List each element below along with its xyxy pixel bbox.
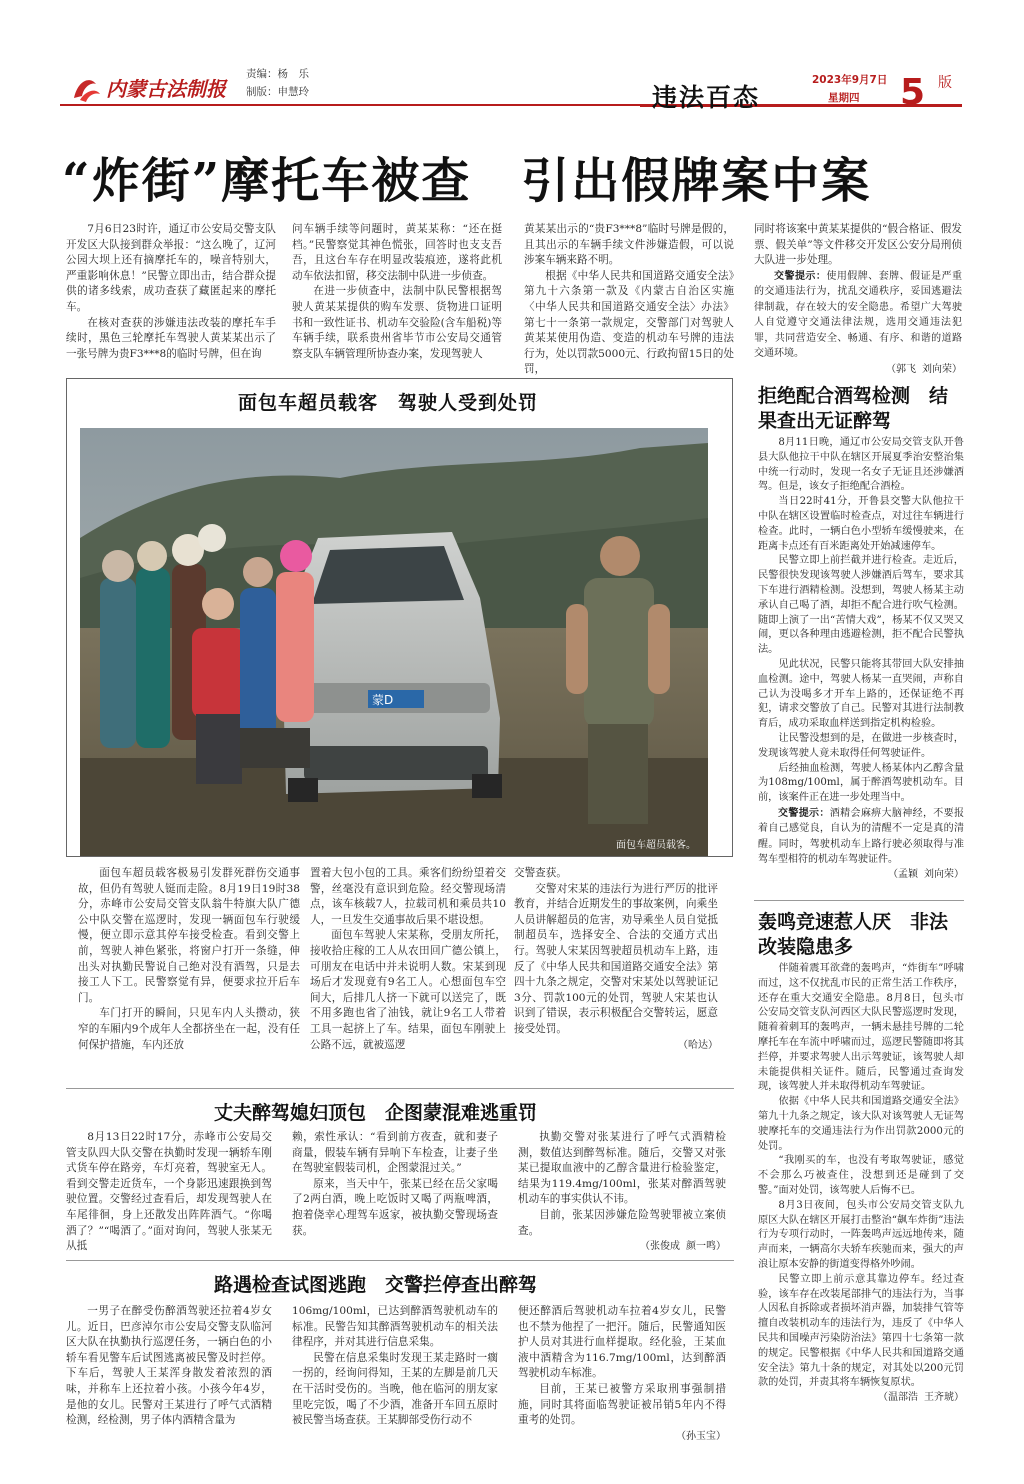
van-paragraph: 面包车驾驶人宋某称，受朋友所托，接收拾庄稼的工人从农田回广德公镇上，可朋友在电话中并未说明人数。宋某到现场后才发现竟有9名工人。心想面包车空间大，后排几人挤一下就可以送完了，既不用多跑也省了油钱，就让9名工人带着工具一起挤上了车。结果，面包车刚驶上公路不远，就被巡逻	[310, 929, 506, 1051]
drunk-tip	[758, 806, 964, 868]
van-column-3	[514, 866, 718, 1053]
producer-credit: 制版：申慧玲	[246, 86, 309, 98]
lead-paragraph: 黄某某出示的“贵F3***8”临时号牌是假的，且其出示的车辆手续文件涉嫌造假，可以说涉案车辆来路不明。	[524, 223, 734, 267]
road-story-title: 路遇检查试图逃跑 交警拦停查出醉驾	[214, 1274, 538, 1296]
husband-paragraph: 执勤交警对张某进行了呼气式酒精检测，数值达到醉驾标准。随后，交警又对张某已提取血液中的乙醇含量进行检验鉴定，结果为119.4mg/100ml，张某对醉酒驾驶机动车的事实供认不讳。	[518, 1131, 726, 1206]
husband-paragraph: 8月13日22时17分，赤峰市公安局交管支队四大队交警在执勤时发现一辆轿车刚式货车停在路旁，车灯亮着，驾驶室无人。看到交警走近货车，一个身影迅速跟换到驾驶位置。交警经过查看后，却发现驾驶人在车尾徘徊，身上还散发出阵阵酒气。“你喝酒了？”“喝酒了。”面对询问，驾驶人张某无从抵	[66, 1131, 272, 1253]
road-column-1	[66, 1304, 272, 1429]
husband-column-1	[66, 1130, 272, 1255]
lead-paragraph: 在进一步侦查中，法制中队民警根据驾驶人黄某某提供的购车发票、货物进口证明书和一致性证书、机动车交验险(含车船税)等车辆手续，联系贵州省毕节市公安局交通管察支队车辆管理所协查办案，发现驾驶人	[292, 285, 502, 360]
road-paragraph: 一男子在醉受伤醉酒驾驶还拉着4岁女儿。近日，巴彦淖尔市公安局交警支队临河区大队在执勤执行巡逻任务，一辆白色的小轿车看见警车后试图逃离被民警及时拦停。下车后，驾驶人王某浑身散发着浓烈的酒味，并称车上还拉着小孩。小孩今年4岁，是他的女儿。民警对王某进行了呼气式酒精检测，经检测，男子体内酒精含量为	[66, 1305, 272, 1427]
roar-story-body	[758, 962, 964, 1406]
van-story-title: 面包车超员载客 驾驶人受到处罚	[238, 392, 539, 414]
roar-paragraph: 民警立即上前示意其靠边停车。经过查验，该车存在改装尾部排气的违法行为，当事人因私自拆除或者损坏消声器，加装排气管等擅自改装机动车的违法行为，违反了《中华人民共和国噪声污染防治法》第四十七条第一款的规定。民警根据《中华人民共和国道路交通安全法》第九十条的规定，对其处以200元罚款的处罚，并责其将车辆恢复原状。	[758, 1273, 964, 1389]
story-divider	[66, 1088, 734, 1089]
roar-paragraph: 8月3日夜间，包头市公安局交管支队九原区大队在辖区开展打击整治“飙车炸街”违法行为专项行动时，一阵轰鸣声远远地传来，随声而来，一辆高尔夫轿车疾驰而来，强大的声浪让原本安静的街道变得格外吵闹。	[758, 1199, 964, 1270]
husband-paragraph: 原来，当天中午，张某已经在岳父家喝了2两白酒，晚上吃饭时又喝了两瓶啤酒，抱着侥幸心理驾车返家，被执勤交警现场查获。	[292, 1177, 498, 1237]
road-column-3	[518, 1304, 726, 1444]
road-paragraph: 106mg/100ml，已达到醉酒驾驶机动车的标准。民警告知其醉酒驾驶机动车的相关法律程序，并对其进行信息采集。	[292, 1305, 498, 1349]
van-paragraph: 面包车超员载客极易引发群死群伤交通事故，但仍有驾驶人铤而走险。8月19日19时38分，赤峰市公安局交管支队翁牛特旗大队广德公中队交警在巡逻时，发现一辆面包车行驶缓慢，便立即示意其停车接受检查。看到交警上前，驾驶人神色紧张，将窗户打开一条缝，伸出头对执勤民警说自己绝对没有酒驾，只是去接工人下工。民警察觉有异，便要求拉开后车门。	[78, 867, 300, 1004]
van-paragraph: 交警对宋某的违法行为进行严厉的批评教育，并结合近期发生的事故案例，向乘坐人员讲解超员的危害，劝导乘坐人员自觉抵制超员车，选择安全、合法的交通方式出行。驾驶人宋某因驾驶超员机动车上路，违反了《中华人民共和国道路交通安全法》第四十九条之规定，交警对宋某处以驾驶证记3分、罚款100元的处罚，驾驶人宋某也认识到了错误，表示积极配合交警转运，愿意接受处罚。	[514, 882, 718, 1035]
section-title: 违法百态	[652, 83, 761, 112]
road-author: （孙玉宝）	[676, 1430, 726, 1442]
drunk-author: （孟颖 刘向荣）	[887, 868, 964, 880]
road-paragraph: 便还醉酒后驾驶机动车拉着4岁女儿，民警也不禁为他捏了一把汗。随后，民警通知医护人员对其进行血样提取。经化验，王某血液中酒精含为116.7mg/100ml，达到醉酒驾驶机动车标准。	[518, 1305, 726, 1380]
page-label: 版	[938, 75, 952, 91]
page-number: 5	[900, 72, 926, 113]
drunk-story-title: 拒绝配合酒驾检测 结果查出无证醉驾	[758, 385, 949, 432]
van-paragraph: 置着大包小包的工具。乘客们纷纷望着交警，丝毫没有意识到危险。经交警现场清点，该车核载7人，拉载司机和乘员共10人，一旦发生交通事故后果不堪设想。	[310, 867, 506, 926]
tip-text: 使用假牌、套牌、假证是严重的交通违法行为，扰乱交通秩序，妥国逃避法律制裁，存在较大的安全隐患。希望广大驾驶人自觉遵守交通法律法规，选用交通违法犯罪，共同营造安全、畅通、有序、和谐的道路交通环境。	[754, 270, 963, 360]
lead-column-3	[524, 222, 734, 378]
van-column-2	[310, 866, 506, 1053]
drunk-paragraph: 见此状况，民警只能将其带回大队安排抽血检测。途中，驾驶人杨某一直哭闹，声称自己认为没喝多才开车上路的，还保证绝不再犯，请求交警放了自己。民警对其进行法制教育后，成功采取血样送到指定机构检验。	[758, 658, 964, 730]
drunk-paragraph: 当日22时41分，开鲁县交警大队他拉干中队在辖区设置临时检查点，对过往车辆进行检查。此时，一辆白色小型轿车缓慢驶来，在距离卡点还有百米距离处开始减速停车。	[758, 496, 964, 552]
drunk-paragraph: 8月11日晚，通辽市公安局交管支队开鲁县大队他拉干中队在辖区开展夏季治安整治集中统一行动时，发现一名女子无证且还涉嫌酒驾。但是，该女子拒绝配合酒检。	[758, 437, 964, 493]
lead-tip	[754, 269, 962, 362]
van-paragraph: 车门打开的瞬间，只见车内人头攒动，狭窄的车厢内9个成年人全都挤坐在一起，没有任何保护措施，车内还放	[78, 1007, 300, 1051]
column-divider	[754, 900, 964, 901]
lead-paragraph: 7月6日23时许，通辽市公安局交警支队开发区大队接到群众举报：“这么晚了，辽河公园大坝上还有摘摩托车的，噪音特别大，严重影响休息！”民警立即出击，结合群众提供的诸多线索，成功查获了藏匿起来的摩托车。	[66, 223, 276, 313]
van-photo	[80, 428, 708, 856]
roar-paragraph: “我刚买的车，也没有考取驾驶证，感觉不会那么巧被查住，没想到还是碰到了交警。”面对处罚，该驾驶人后悔不已。	[758, 1155, 964, 1196]
lead-paragraph: 问车辆手续等问题时，黄某某称：“还在挺档。”民警察觉其神色慌张，回答时也支支吾吾，且这台车存在明显改装痕迹，遂将此机动车依法扣留，移交法制中队进一步侦查。	[292, 223, 502, 282]
header-rule-left	[60, 104, 640, 106]
lead-column-2	[292, 222, 502, 362]
lead-paragraph: 根据《中华人民共和国道路交通安全法》第九十六条第一款及《内蒙古自治区实施〈中华人民共和国道路交通安全法〉办法》第七十一条第一款规定，交警部门对驾驶人黄某某使用伪造、变造的机动车号牌的违法行为，处以罚款5000元、行政拘留15日的处罚，	[524, 269, 734, 376]
husband-author: （张俊成 颜一鸣）	[639, 1241, 726, 1253]
lead-author: （郭飞 刘向荣）	[885, 363, 962, 375]
tip-text: 酒精会麻痹大脑神经，不要报着自己感觉良，自认为的清醒不一定是真的清醒。同时，驾驶机动车上路行驶必须取得与准驾车型相符的机动车驾驶证件。	[758, 807, 965, 866]
lead-headline: “炸街”摩托车被查 引出假牌案中案	[62, 153, 872, 209]
newspaper-logo	[70, 74, 235, 104]
lead-column-1	[66, 222, 276, 362]
issue-weekday: 星期四	[828, 92, 860, 104]
husband-paragraph: 目前，张某因涉嫌危险驾驶罪被立案侦查。	[518, 1208, 726, 1237]
road-paragraph: 目前，王某已被警方采取刑事强制措施，同时其将面临驾驶证被吊销5年内不得重考的处罚。	[518, 1382, 726, 1427]
roar-author: （温部浩 王齐琥）	[877, 1392, 964, 1404]
logo-text: 内蒙古法制报	[106, 77, 226, 101]
husband-column-3	[518, 1130, 726, 1255]
tip-label: 交警提示：	[774, 270, 827, 282]
photo-caption: 面包车超员载客。	[616, 840, 696, 851]
husband-column-2	[292, 1130, 498, 1239]
roar-story-title: 轰鸣竞速惹人厌 非法改装隐患多	[758, 911, 949, 958]
tip-label: 交警提示：	[778, 807, 830, 819]
husband-paragraph: 赖，索性承认：“看到前方夜查，就和妻子商量，假装车辆有异响下车检查，让妻子坐在驾驶室假装司机，企图蒙混过关。”	[292, 1131, 498, 1175]
road-column-2	[292, 1304, 498, 1429]
editor-credit: 责编：杨 乐	[246, 68, 309, 80]
lead-column-4	[754, 222, 962, 377]
roar-paragraph: 依据《中华人民共和国道路交通安全法》第九十九条之规定，该大队对该驾驶人无证驾驶摩托车的交通违法行为作出罚款2000元的处罚。	[758, 1096, 964, 1152]
van-column-1	[78, 866, 300, 1053]
drunk-story-body	[758, 436, 964, 883]
roar-paragraph: 伴随着震耳欲聋的轰鸣声，“炸街车”呼啸而过，这不仅扰乱市民的正常生活工作秩序，还存在重大交通安全隐患。8月8日，包头市公安局交管支队河西区大队民警巡逻时发现，随着着刺耳的轰鸣声，一辆未悬挂号牌的二轮摩托车在车流中呼啸而过，巡逻民警随即将其拦停，并要求驾驶人出示驾驶证，该驾驶人却未能提供相关证件。随后，民警通过查询发现，该驾驶人并未取得机动车驾驶证。	[758, 963, 964, 1093]
van-paragraph: 交警查获。	[514, 867, 567, 879]
van-author: （哈达）	[678, 1039, 718, 1051]
lead-paragraph: 同时将该案中黄某某提供的“假合格证、假发票、假关单”等文件移交开发区公安分局刑侦大队进一步处理。	[754, 223, 962, 267]
drunk-paragraph: 民警立即上前拦截并进行检查。走近后，民警很快发现该驾驶人涉嫌酒后驾车，要求其下车进行酒精检测。没想到，驾驶人杨某主动承认自己喝了酒，却拒不配合进行吹气检测。随即上演了一出“苦情大戏”，杨某不仅又哭又闹，更以各种理由逃避检测，拒不配合民警执法。	[758, 555, 964, 656]
plate-text: 蒙D	[372, 693, 394, 707]
road-paragraph: 民警在信息采集时发现王某走路时一瘸一拐的，经询问得知，王某的左脚是前几天在干活时受伤的。当晚，他在临河的朋友家里吃完饭，喝了不少酒，准备开车回五原时被民警当场查获。王某脚部受伤行动不	[292, 1351, 498, 1427]
drunk-paragraph: 让民警没想到的是，在做进一步核查时，发现该驾驶人竟未取得任何驾驶证件。	[758, 732, 964, 759]
drunk-paragraph: 后经抽血检测，驾驶人杨某体内乙醇含量为108mg/100ml，属于醉酒驾驶机动车。目前，该案件正在进一步处理当中。	[758, 762, 964, 804]
lead-paragraph: 在核对查获的涉嫌违法改装的摩托车手续时，黑色三轮摩托车驾驶人黄某某出示了一张号牌为贵F3***8的临时号牌，但在询	[66, 316, 276, 360]
husband-story-title: 丈夫醉驾媳妇顶包 企图蒙混难逃重罚	[214, 1102, 538, 1124]
story-divider	[66, 1260, 734, 1261]
issue-date: 2023年9月7日	[812, 74, 888, 86]
